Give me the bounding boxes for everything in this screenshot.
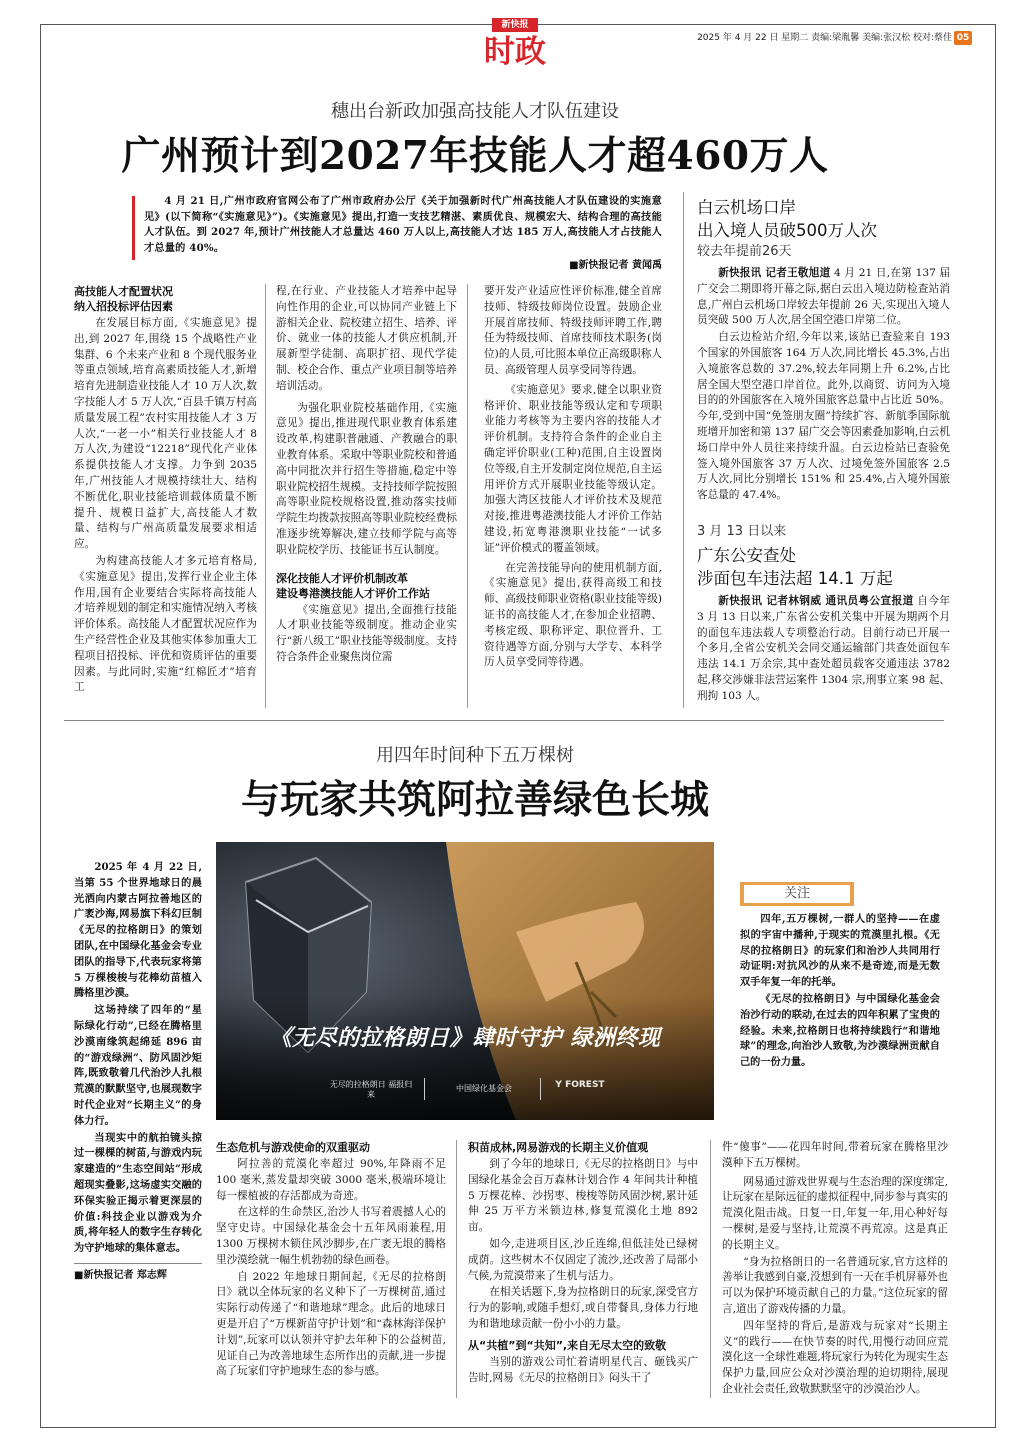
side1-subtitle: 较去年提前26天 bbox=[697, 244, 792, 259]
top-lead-text: 4 月 21 日,广州市政府官网公布了广州市政府办公厅《关于加强新时代广州高技能人才队伍建设的实施意见》(以下简称“《实施意见》”)。《实施意见》提出,打造一支技艺精湛、素质优良、规模宏大、结构合理的高技能人才队伍。到 2027 年,预计广州技能人才总量达 460 万人以上,高技能人才达 185 万人,高技能人才占技能人才总量的 40%。 bbox=[144, 195, 662, 254]
col2-subhead: 深化技能人才评价机制改革 建设粤港澳技能人才评价工作站 bbox=[276, 571, 430, 600]
side2-para-1: 新快报讯 记者林钢威 通讯员粤公宣报道 自今年 3 月 13 日以来,广东省公安机关集中开展为期两个月的面包车违法载人专项整治行动。目前行动已开展一个多月,全省公安机关会同交通运输部门共查处面包车违法 14.1 万余宗,其中查处超员载客交通违法 3782 起,移交涉嫌非法营运案件 1304 宗,刑事立案 98 起、刑拘 103 人。 bbox=[697, 595, 950, 702]
focus-text bbox=[740, 912, 940, 1072]
hero-logos bbox=[326, 1072, 616, 1106]
top-col-1 bbox=[74, 284, 257, 697]
divider bbox=[467, 284, 468, 708]
lead-marker bbox=[132, 196, 135, 260]
bottom-byline: ■新快报记者 郑志辉 bbox=[74, 1269, 167, 1281]
logo-foundation: 中国绿化基金会 bbox=[456, 1084, 512, 1093]
bottom-col-1 bbox=[216, 1140, 446, 1381]
bottom-left-col bbox=[74, 860, 202, 1284]
bcol3-para-1: 件“傻事”——花四年时间,带着玩家在腾格里沙漠种下五万棵树。 bbox=[722, 1141, 948, 1169]
col1-para-1: 在发展目标方面,《实施意见》提出,到 2027 年,围绕 15 个战略性产业集群、6 个未来产业和 8 个现代服务业等重点领域,培育高素质技能人才,新增培育先进制造业技能人才 10 万人次,数字技能人才 5 万人次,“百县千镇万村高质量发展工程”农村实用技能人才 3 万人次,“一老一小”相关行业技能人才 8 万人次,为建设“12218”现代化产业体系提供技能人才支撑。力争到 2035 年,广州技能人才规模持续壮大、结构不断优化,职业技能培训载体质量不断提升、规模日益扩大,高技能人才数量、结构与广州高质量发展要求相适应。 bbox=[74, 317, 257, 551]
bottom-col-2 bbox=[468, 1140, 698, 1387]
bcol3-para-4: 四年坚持的背后,是游戏与玩家对“长期主义”的践行——在快节奏的时代,用慢行动回应荒漠化这一全球性难题,将玩家行为转化为现实生态保护力量,回应公众对沙漠治理的迫切期待,展现企业社会责任,致敬默默坚守的沙漠治沙人。 bbox=[722, 1319, 948, 1395]
masthead bbox=[470, 18, 560, 74]
bcol2-para-2: 如今,走进项目区,沙丘连绵,但低洼处已绿树成荫。这些树木不仅固定了流沙,还改善了局部小气候,为荒漠带来了生机与活力。 bbox=[468, 1237, 698, 1282]
bcol3-para-2: 网易通过游戏世界观与生态治理的深度绑定,让玩家在星际远征的虚拟征程中,同步参与真实的荒漠化阻击战。日复一日,年复一年,用心种好每一棵树,是爱与坚持,让荒漠不再荒凉。这是真正的长期主义。 bbox=[722, 1175, 948, 1251]
col3-para-1: 要开发产业适应性评价标准,健全首席技师、特级技师岗位设置。鼓励企业开展首席技师、特级技师评聘工作,聘任为特级技师、首席技师技术职务(岗位)的人员,可比照本单位正高级职称人员、高级管理人员享受同等待遇。 bbox=[484, 285, 662, 376]
focus-para-2: 《无尽的拉格朗日》与中国绿化基金会治沙行动的联动,在过去的四年积累了宝贵的经验。未来,拉格朗日也将持续践行“和谐地球”的理念,向治沙人致敬,为沙漠绿洲贡献自己的一份力量。 bbox=[740, 992, 940, 1069]
divider bbox=[265, 284, 266, 708]
col3-para-3: 在完善技能导向的使用机制方面,《实施意见》提出,获得高级工和技师、高级技师职业资格(职业技能等级)证书的高技能人才,在参加企业招聘、考核定级、职称评定、职位晋升、工资待遇等方面,分别与大学专、本科学历人员享受同等待遇。 bbox=[484, 561, 662, 669]
page-number: 05 bbox=[954, 31, 972, 45]
bcol2-subhead: 积苗成林,网易游戏的长期主义价值观 bbox=[468, 1141, 649, 1154]
side2-kicker: 3 月 13 日以来 bbox=[697, 524, 787, 539]
section-divider bbox=[64, 720, 944, 721]
bottom-kicker: 用四年时间种下五万棵树 bbox=[376, 745, 574, 766]
top-byline: ■新快报记者 黄闻禹 bbox=[569, 260, 662, 272]
bcol1-para-2: 在这样的生命禁区,治沙人书写着震撼人心的坚守史诗。中国绿化基金会十五年风雨兼程,用 1300 万棵树木锁住风沙脚步,在广袤无垠的腾格里沙漠绘就一幅生机勃勃的绿色画卷。 bbox=[216, 1206, 446, 1266]
focus-label: 关注 bbox=[783, 886, 810, 901]
section-title: 时政 bbox=[484, 34, 546, 70]
col1-para-2: 为构建高技能人才多元培育格局,《实施意见》提出,发挥行业企业主体作用,国有企业要结合实际将高技能人才培养规划的制定和实施情况纳入考核评价体系。高技能人才配置状况应作为生产经营性企业及其他实体参加重大工程项目招投标、评优和资质评估的重要因素。与此同时,实施“红棉匠才”培育工 bbox=[74, 554, 257, 694]
bottom-headline: 与玩家共筑阿拉善绿色长城 bbox=[240, 777, 709, 823]
divider bbox=[456, 1140, 457, 1398]
side-divider bbox=[683, 192, 684, 708]
side1-para-1: 新快报讯 记者王敬旭道 4 月 21 日,在第 137 届广交会二期即将开幕之际,据白云出入境边防检查站消息,广州白云机场口岸较去年提前 26 天,实现出入境人员突破 500 万人次,居全国空港口岸第二位。 bbox=[697, 267, 951, 327]
bottom-left-para-2: 这场持续了四年的“星际绿化行动”,已经在腾格里沙漠南缘筑起绵延 896 亩的“游戏绿洲”、防风固沙矩阵,既致敬着几代治沙人扎根荒漠的默默坚守,也展现数字时代企业对“长期主义”的身体力行。 bbox=[74, 1004, 202, 1127]
logo-forest: Y FOREST bbox=[555, 1080, 605, 1090]
bcol1-para-1: 阿拉善的荒漠化率超过 90%,年降雨不足 100 毫米,蒸发量却突破 3000 毫米,极端环境让每一棵植被的存活都成为奇迹。 bbox=[216, 1158, 446, 1202]
col3-para-2: 《实施意见》要求,健全以职业资格评价、职业技能等级认定和专项职业能力考核等为主要内容的技能人才评价机制。支持符合条件的企业自主确定评价职业(工种)范围,自主设置岗位等级,自主开发制定岗位规范,自主运用评价方式开展职业技能等级认定。加强大湾区技能人才评价技术及规范对接,推进粤港澳技能人才评价工作站建设,拓宽粤港澳职业技能“一试多证”评价模式的覆盖领域。 bbox=[484, 383, 662, 554]
col2-para-2: 为强化职业院校基础作用,《实施意见》提出,推进现代职业教育体系建设改革,构建职普融通、产教融合的职业教育体系。采取中等职业院校和普通高中同批次并行招生等措施,稳定中等职业院校招生规模。支持技师学院按照高等职业院校规格设置,推动落实技师学院生均拨款按照高等职业院校经费标准逐步统筹解决,建立技师学院与高等职业院校学历、技能证书互认制度。 bbox=[276, 401, 457, 556]
logo-game: 无尽的拉格朗日 福报归来 bbox=[329, 1080, 413, 1099]
bottom-left-para-1: 2025 年 4 月 22 日,当第 55 个世界地球日的晨光洒向内蒙古阿拉善地区的广袤沙海,网易旗下科幻巨制《无尽的拉格朗日》的策划团队,在中国绿化基金会专业团队的指导下,代表玩家将第 5 万棵梭梭与花棒幼苗植入腾格里沙漠。 bbox=[74, 861, 202, 1000]
side-news-1 bbox=[697, 196, 950, 505]
side1-title: 白云机场口岸 出入境人员破500万人次 bbox=[697, 198, 877, 240]
col2-para-3: 《实施意见》提出,全面推行技能人才职业技能等级制度。推动企业实行“新八级工”职业技能等级制度。支持符合条件企业聚焦岗位需 bbox=[276, 603, 457, 663]
focus-para-1: 四年,五万棵树,一群人的坚持——在虚拟的宇宙中播种,于现实的荒漠里扎根。《无尽的拉格朗日》的玩家们和治沙人共同用行动证明:对抗风沙的从来不是奇迹,而是无数双手年复一年的托举。 bbox=[740, 913, 940, 989]
brand-badge: 新快报 bbox=[492, 18, 538, 32]
logo-divider bbox=[540, 1078, 541, 1100]
col1-subhead: 高技能人才配置状况 纳入招投标评估因素 bbox=[74, 285, 173, 313]
bottom-col-3 bbox=[722, 1140, 948, 1399]
bcol2-para-1: 到了今年的地球日,《无尽的拉格朗日》与中国绿化基金会百万森林计划合作 4 年间共计种植 5 万棵花棒、沙拐枣、梭梭等防风固沙树,累计延伸 25 万平方米锁边林,修复荒漠化土地 892 亩。 bbox=[468, 1158, 698, 1234]
divider bbox=[710, 1140, 711, 1398]
bcol2-subhead-2: 从“共植”到“共知”,来自无尽太空的致敬 bbox=[468, 1338, 667, 1352]
bcol1-subhead: 生态危机与游戏使命的双重驱动 bbox=[216, 1141, 370, 1154]
bcol3-para-3: “身为拉格朗日的一名普通玩家,官方这样的善举让我感到自豪,没想到有一天在手机屏幕外也可以为保护环境贡献自己的力量。”这位玩家的留言,道出了游戏传播的力量。 bbox=[722, 1255, 948, 1315]
top-kicker: 穗出台新政加强高技能人才队伍建设 bbox=[331, 101, 619, 122]
side1-para-2: 白云边检站介绍,今年以来,该站已查验来自 193 个国家的外国旅客 164 万人次,同比增长 45.3%,占出入境旅客总数的 37.2%,较去年同期上升 6.2%,占比居全国大型空港口岸首位。此外,以商贸、访问为入境目的的外国旅客在入境外国旅客总量中占比近 50%。今年,受到中国“免签朋友圈”持续扩容、新航季国际航班增开加密和第 137 届广交会等因素叠加影响,白云机场口岸中外人员往来持续升温。白云边检站已查验免签入境外国旅客 37 万人次、过境免签外国旅客 2.5 万人次,同比分别增长 151% 和 25.4%,占入境外国旅客总量的 47.4%。 bbox=[697, 331, 950, 502]
bcol2-para-3: 在相关话题下,身为拉格朗日的玩家,深受官方行为的影响,或随手想灯,或自带餐具,身体力行地为和谐地球贡献一份小小的力量。 bbox=[468, 1286, 698, 1330]
byline-rule bbox=[74, 1263, 202, 1264]
top-col-3 bbox=[484, 284, 662, 672]
side2-title: 广东公安查处 涉面包车违法超 14.1 万起 bbox=[697, 546, 893, 588]
hero-image bbox=[216, 842, 714, 1120]
bcol2-para-4: 当别的游戏公司忙着请明星代言、砸钱买广告时,网易《无尽的拉格朗日》闷头干了 bbox=[468, 1355, 698, 1384]
top-lead bbox=[144, 194, 662, 273]
bottom-left-para-3: 当现实中的航拍镜头掠过一棵棵的树苗,与游戏内玩家建造的“生态空间站”形成超现实叠影,这场虚实交融的环保实验正揭示着更深层的价值:科技企业以游戏为介质,将年轻人的数字生存转化为守护地球的集体意志。 bbox=[74, 1131, 202, 1255]
masthead-meta: 2025 年 4 月 22 日 星期二 责编:梁胤馨 美编:张汉松 校对:蔡佳 bbox=[697, 33, 952, 43]
bcol1-para-3: 自 2022 年地球日期间起,《无尽的拉格朗日》就以全体玩家的名义种下了一万棵树苗,通过实际行动传递了“和谐地球”理念。此后的地球日更是开启了“万棵新苗守护计划”和“森林海洋保护计划”,玩家可以认领并守护去年种下的公益树苗,见证自己为改善地球生态所作出的贡献,进一步提高了玩家们守护地球生态的参与感。 bbox=[216, 1270, 446, 1378]
top-col-2 bbox=[276, 284, 457, 667]
logo-divider bbox=[424, 1078, 425, 1100]
hero-banner-title: 《无尽的拉格朗日》肆时守护 绿洲终现 bbox=[269, 1026, 661, 1051]
top-headline: 广州预计到2027年技能人才超460万人 bbox=[121, 133, 829, 179]
col2-para-1: 程,在行业、产业技能人才培养中起导向性作用的企业,可以协同产业链上下游相关企业、院校建立招生、培养、评价、就业一体的技能人才供应机制,开展新型学徒制、高职扩招、现代学徒制、校企合作、重点产业项目制等培养培训活动。 bbox=[276, 285, 457, 392]
side-news-2 bbox=[697, 522, 950, 706]
